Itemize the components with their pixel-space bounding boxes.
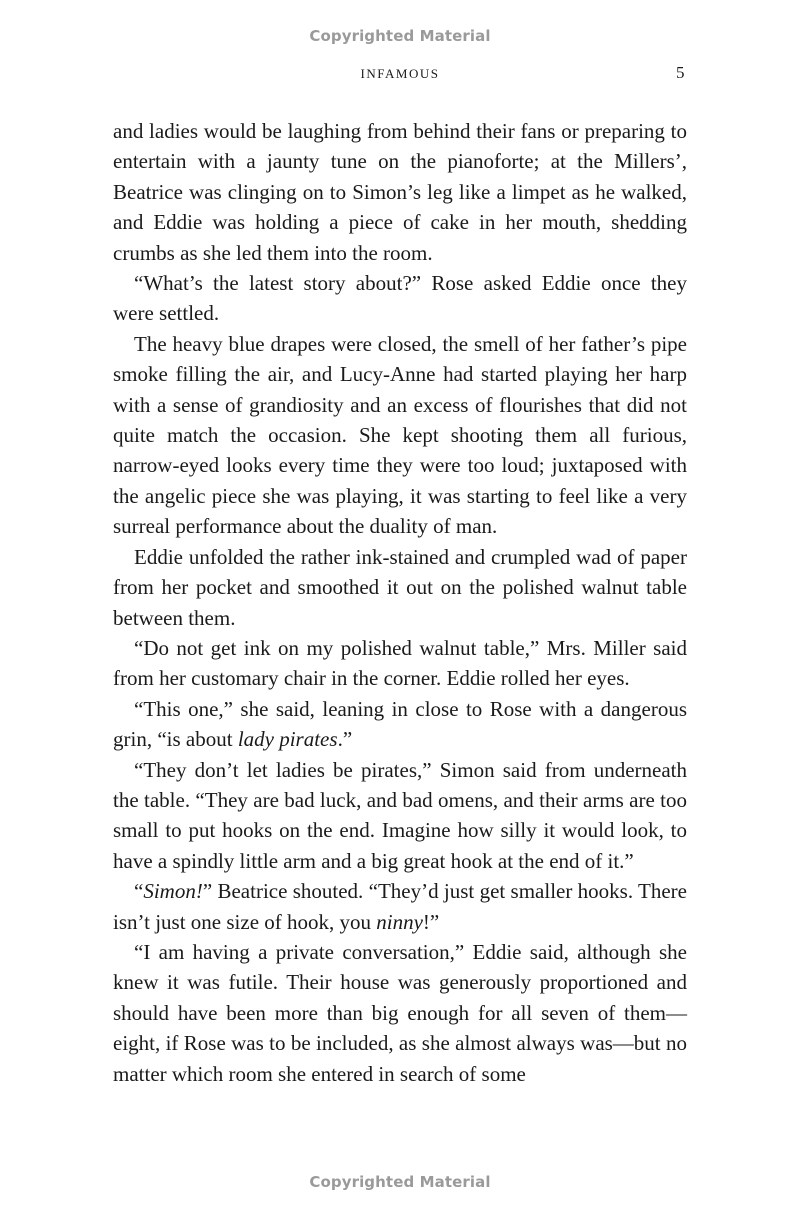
paragraph: The heavy blue drapes were closed, the smell of her father’s pipe smoke filling the air, and Lucy-Anne had started playing her harp with a sense of grandiosity and an excess of flourishes that did not quite match the occasion. She kept shooting them all furious, narrow-eyed looks every time they were too loud; juxtaposed with the angelic piece she was playing, it was starting to feel like a very surreal performance about the duality of man. bbox=[113, 331, 687, 539]
paragraph-text: “This one,” she said, leaning in close to Rose with a dangerous grin, “is about bbox=[113, 696, 687, 752]
watermark-bottom: Copyrighted Material bbox=[309, 1173, 491, 1191]
paragraph: Eddie unfolded the rather ink-stained and crumpled wad of paper from her pocket and smoothed it out on the polished walnut table between them. bbox=[113, 544, 687, 630]
paragraph-text: .” bbox=[337, 727, 353, 752]
running-head: INFAMOUS bbox=[360, 66, 440, 81]
paragraph-text: “ bbox=[134, 879, 144, 904]
italic-phrase: lady pirates bbox=[237, 727, 338, 752]
paragraph: “What’s the latest story about?” Rose asked Eddie once they were settled. bbox=[113, 271, 687, 326]
paragraph bbox=[113, 694, 687, 755]
page-number: 5 bbox=[676, 63, 685, 82]
paragraph: “I am having a private conversation,” Eddie said, although she knew it was futile. Their house was generously proportioned and should have been more than big enough for all seven of them—eight, if Rose was to be included, as she almost always was—but no matter which room she entered in search of some bbox=[113, 939, 687, 1086]
paragraph-text: !” bbox=[422, 909, 440, 934]
paragraph: “They don’t let ladies be pirates,” Simon said from underneath the table. “They are bad luck, and bad omens, and their arms are too small to put hooks on the end. Imagine how silly it would look, to have a spindly little arm and a big great hook at the end of it.” bbox=[113, 757, 687, 873]
paragraph: “Do not get ink on my polished walnut table,” Mrs. Miller said from her customary chair in the corner. Eddie rolled her eyes. bbox=[113, 635, 687, 691]
italic-phrase: Simon! bbox=[143, 879, 203, 904]
paragraph bbox=[113, 876, 687, 937]
paragraph: and ladies would be laughing from behind their fans or preparing to entertain with a jaunty tune on the pianoforte; at the Millers’, Beatrice was clinging on to Simon’s leg like a limpet as he walked, and Eddie was holding a piece of cake in her mouth, shedding crumbs as she led them into the room. bbox=[113, 119, 687, 265]
paragraph-text: ” Beatrice shouted. “They’d just get smaller hooks. There isn’t just one size of hook, you bbox=[113, 879, 687, 934]
italic-phrase: ninny bbox=[376, 909, 423, 934]
watermark-top: Copyrighted Material bbox=[309, 27, 491, 45]
body-text bbox=[113, 116, 687, 1089]
